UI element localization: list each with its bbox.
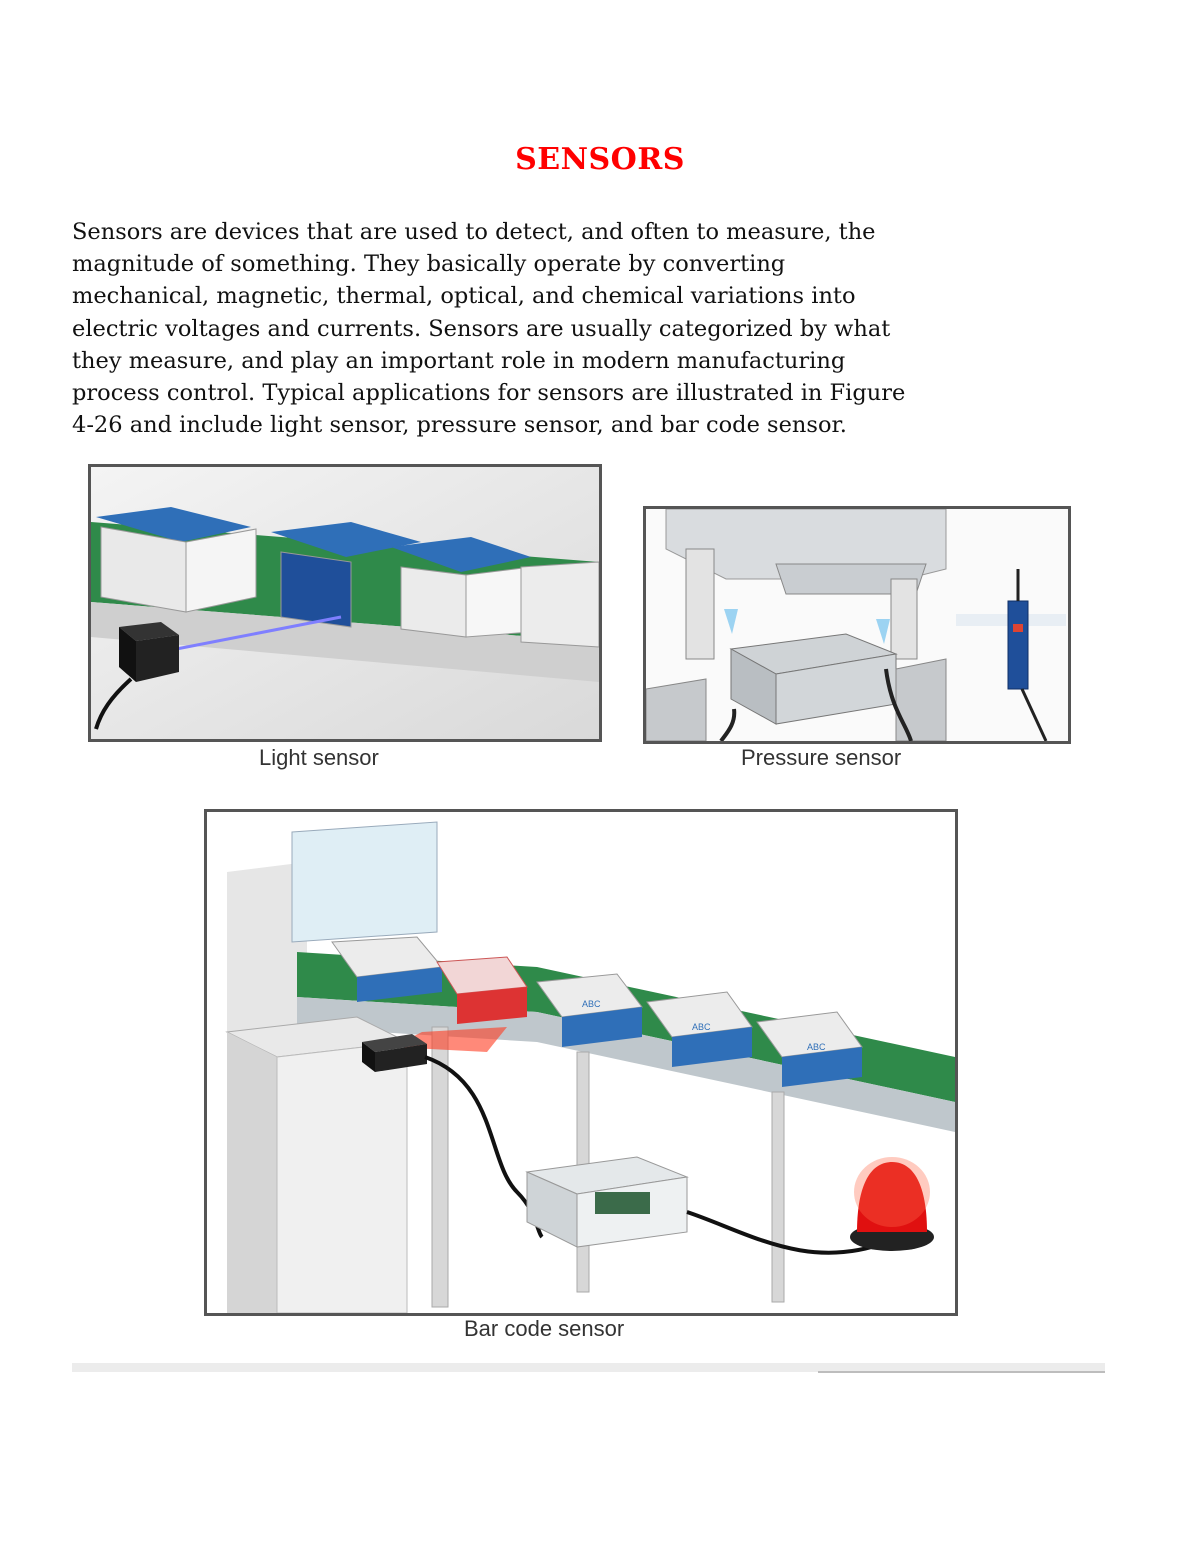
paragraph-line: Sensors are devices that are used to detect, and often to measure, the — [72, 219, 876, 245]
paragraph-line: magnitude of something. They basically operate by converting — [72, 251, 786, 278]
box-label: ABC — [582, 999, 601, 1009]
paragraph-line: process control. Typical applications for sensors are illustrated in Figure — [72, 380, 906, 407]
box-label: ABC — [692, 1022, 711, 1032]
bar-code-sensor-caption: Bar code sensor — [464, 1316, 625, 1341]
light-sensor-figure — [88, 464, 602, 742]
bar-code-sensor-figure — [204, 809, 958, 1316]
light-sensor-caption: Light sensor — [259, 745, 379, 770]
bar-code-sensor-illustration — [207, 812, 955, 1313]
footer-rule-accent — [818, 1371, 1105, 1373]
paragraph-line: they measure, and play an important role in modern manufacturing — [72, 347, 846, 374]
pressure-sensor-illustration — [646, 509, 1068, 741]
paragraph-line: mechanical, magnetic, thermal, optical, and chemical variations into — [72, 283, 856, 310]
paragraph-line: 4-26 and include light sensor, pressure sensor, and bar code sensor. — [72, 412, 847, 439]
paragraph-line: electric voltages and currents. Sensors are usually categorized by what — [72, 315, 891, 342]
body-paragraph — [72, 216, 1072, 441]
pressure-sensor-figure — [643, 506, 1071, 744]
page-title: SENSORS — [515, 142, 685, 177]
pressure-sensor-caption: Pressure sensor — [741, 745, 902, 770]
box-label: ABC — [807, 1042, 826, 1052]
warning-beacon-icon — [850, 1157, 934, 1251]
light-sensor-illustration — [91, 467, 599, 739]
